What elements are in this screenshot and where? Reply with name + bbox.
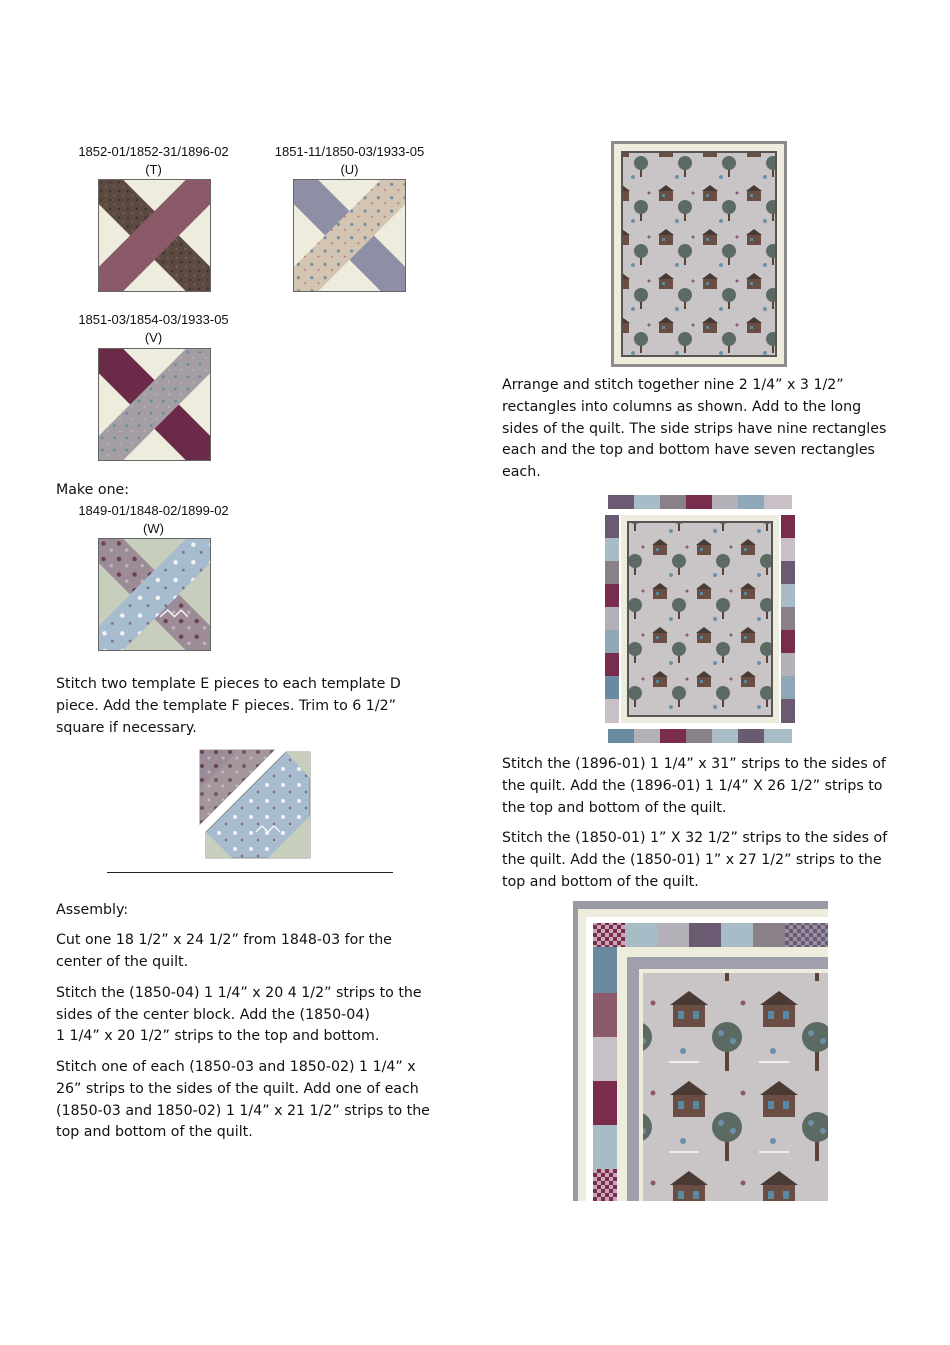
quilt-step2-figure [605,495,795,743]
quilt-corner-figure [573,901,828,1201]
block-t-image [98,179,211,292]
assembly-heading: Assembly: [56,902,129,918]
cut-center-text: Cut one 18 1/2” x 24 1/2” from 1848-03 for the center of the quilt. [56,932,392,970]
block-v-letter: (V) [144,330,163,345]
stitch-1850-04-text-2: 1 1/4” x 20 1/2” strips to the top and bottom. [56,1028,380,1044]
quilt-step1-figure [611,141,787,367]
block-w-code: 1849-01/1848-02/1899-02 [78,503,229,518]
block-u-code: 1851-11/1850-03/1933-05 [274,144,425,159]
stitch-1850-03-02-text: Stitch one of each (1850-03 and 1850-02) 1 1/4” x 26” strips to the sides of the quilt. Add one of each (1850-03 and 1850-02) 1 1/4” x 21 1/2” strips to the top and bottom of the quilt. [56,1059,430,1141]
stitch-1850-01-text: Stitch the (1850-01) 1” X 32 1/2” strips to the sides of the quilt. Add the (1850-01) 1” x 27 1/2” strips to the top and bottom of the quilt. [502,830,888,890]
exploded-block-figure [198,748,312,860]
block-t-letter: (T) [145,162,162,177]
block-v-image [98,348,211,461]
section-divider [107,872,393,873]
make-one-label: Make one: [56,482,130,498]
block-u-image [293,179,406,292]
stitch-1850-04-text: Stitch the (1850-04) 1 1/4” x 20 4 1/2” strips to the sides of the center block. Add the (1850-04) [56,985,422,1023]
block-u-letter: (U) [340,162,359,177]
stitch-1896-01-text: Stitch the (1896-01) 1 1/4” x 31” strips to the sides of the quilt. Add the (1896-01) 1 1/4” X 26 1/2” strips to the top and bottom of the quilt. [502,756,886,816]
block-w-image [98,538,211,651]
stitch-template-text: Stitch two template E pieces to each template D piece. Add the template F pieces. Trim to 6 1/2” square if necessary. [56,676,401,736]
block-t-code: 1852-01/1852-31/1896-02 [78,144,229,159]
arrange-text: Arrange and stitch together nine 2 1/4” x 3 1/2” rectangles into columns as shown. Add to the long sides of the quilt. The side strips have nine rectangles each and the top and bottom have seven rectangles each. [502,377,887,481]
block-v-code: 1851-03/1854-03/1933-05 [78,312,229,327]
block-w-letter: (W) [143,521,164,536]
